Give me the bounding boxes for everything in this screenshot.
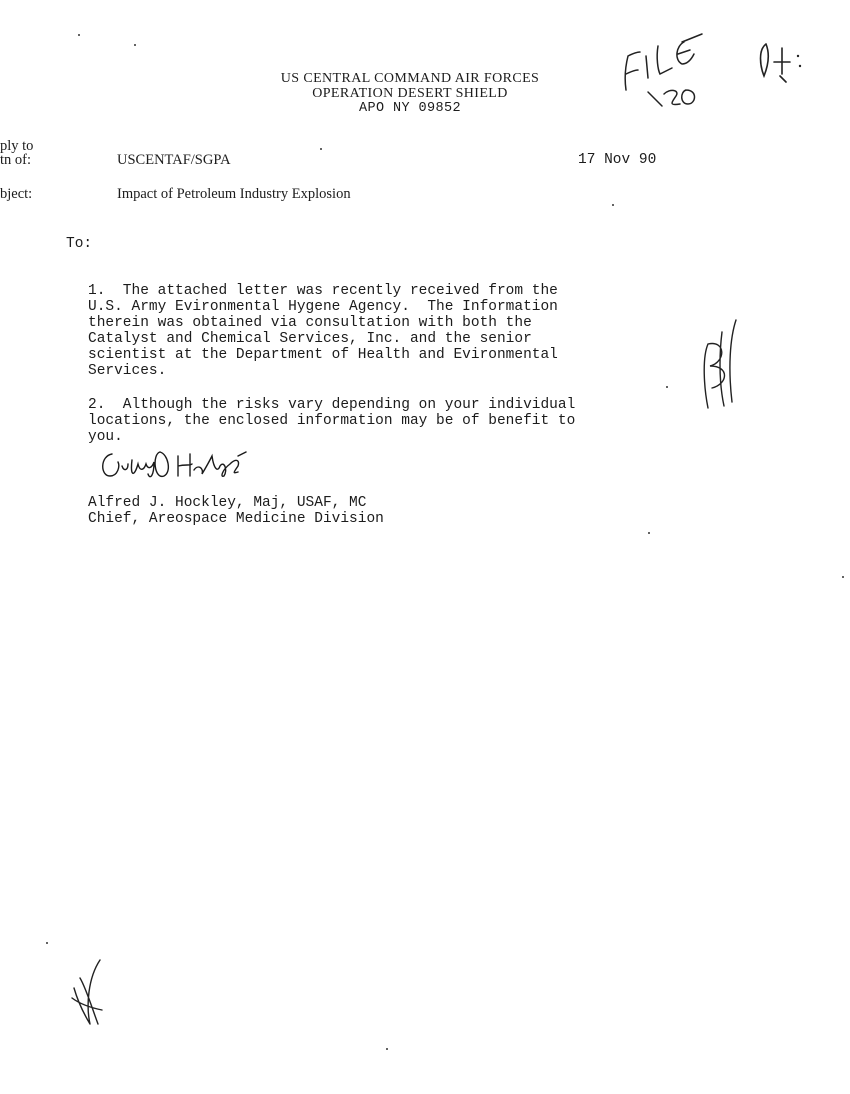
scan-speck [612, 204, 614, 206]
scan-speck [134, 44, 136, 46]
paragraph-2-line: locations, the enclosed information may be of benefit to [88, 413, 576, 429]
subject-text: Impact of Petroleum Industry Explosion [117, 186, 351, 202]
scan-speck [842, 576, 844, 578]
paragraph-1-line: 1. The attached letter was recently received from the [88, 283, 558, 299]
letterhead-address: APO NY 09852 [358, 101, 462, 116]
letterhead [230, 71, 590, 116]
reply-office: USCENTAF/SGPA [117, 152, 231, 168]
handwritten-file-note [614, 34, 724, 114]
subject-label: bject: [0, 186, 33, 202]
scan-speck [46, 942, 48, 944]
reply-label-line2: tn of: [0, 152, 32, 168]
signer-title: Chief, Areospace Medicine Division [88, 511, 384, 527]
scan-speck [666, 386, 668, 388]
handwritten-mark-bottom [68, 958, 118, 1028]
scan-speck [648, 532, 650, 534]
paragraph-1-line: U.S. Army Evironmental Hygene Agency. The Information [88, 299, 558, 315]
paragraph-1-line: Services. [88, 363, 167, 379]
paragraph-2-line: 2. Although the risks vary depending on your individual [88, 397, 576, 413]
to-label: To: [66, 236, 93, 252]
handwritten-initials-margin [696, 318, 746, 408]
signature [98, 446, 298, 486]
scan-speck [320, 148, 322, 150]
letterhead-org: US CENTRAL COMMAND AIR FORCES [280, 71, 540, 86]
paragraph-1-line: therein was obtained via consultation with both the [88, 315, 532, 331]
letterhead-operation: OPERATION DESERT SHIELD [312, 86, 508, 101]
paragraph-1-line: scientist at the Department of Health and Evironmental [88, 347, 558, 363]
scan-speck [78, 34, 80, 36]
paragraph-1-line: Catalyst and Chemical Services, Inc. and the senior [88, 331, 532, 347]
signer-name: Alfred J. Hockley, Maj, USAF, MC [88, 495, 367, 511]
handwritten-initials-top [752, 36, 812, 96]
letter-date: 17 Nov 90 [578, 152, 657, 168]
scan-speck [386, 1048, 388, 1050]
paragraph-2-line: you. [88, 429, 123, 445]
reply-label-line1: ply to [0, 138, 34, 154]
